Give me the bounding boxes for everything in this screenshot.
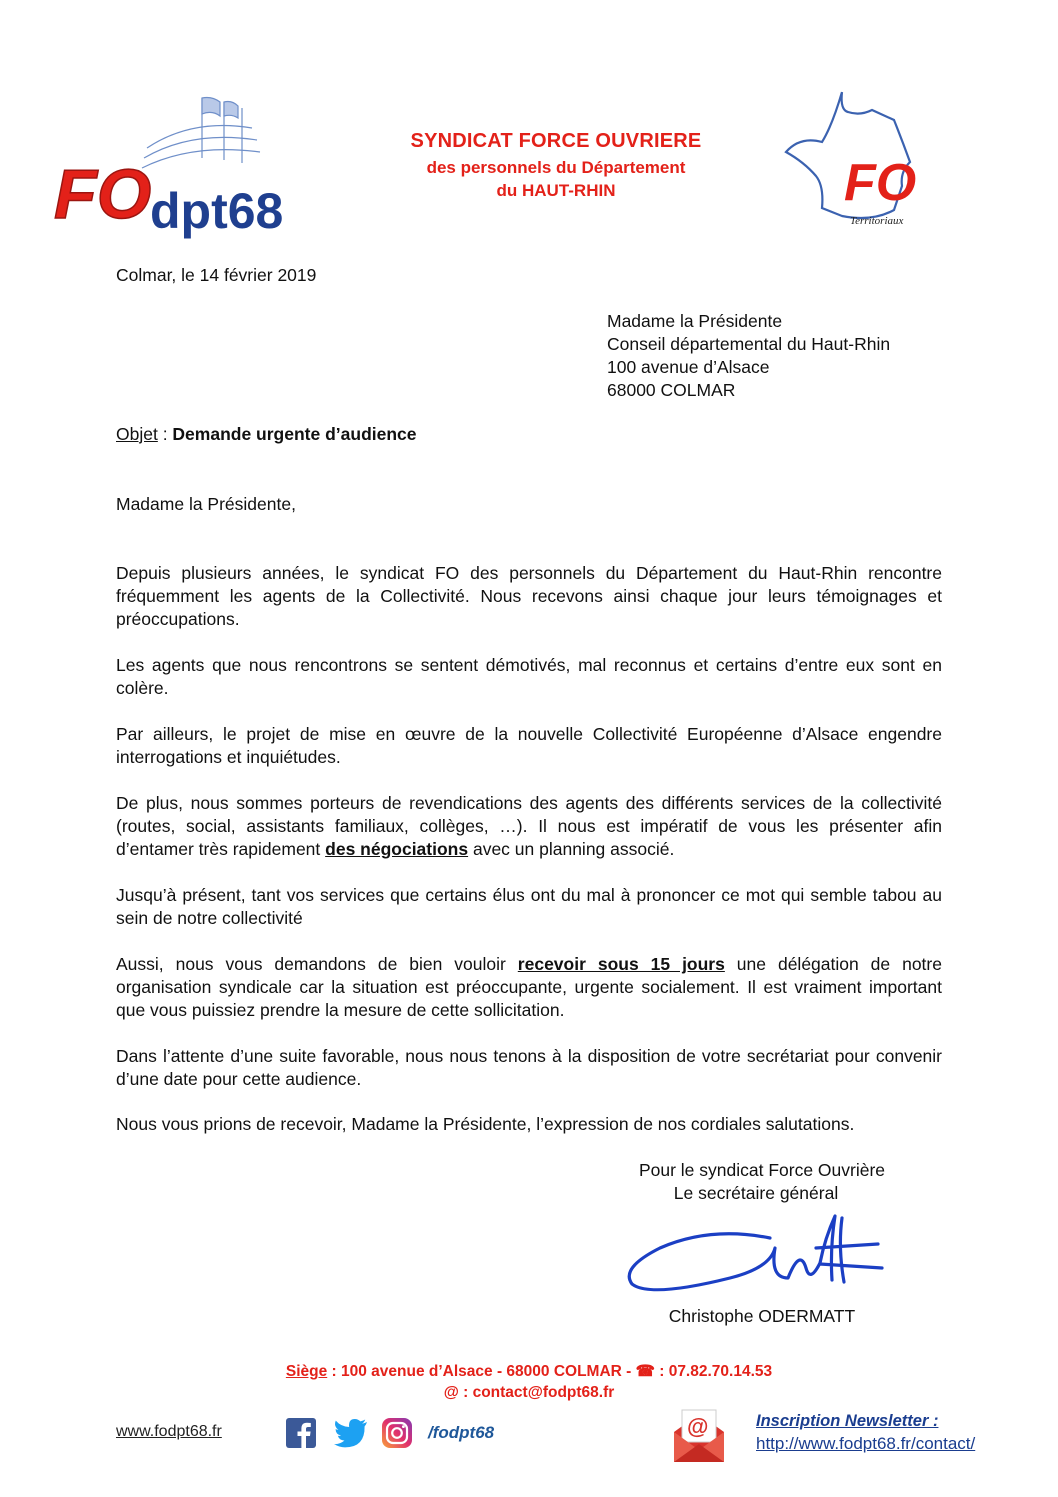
paragraph: Nous vous prions de recevoir, Madame la Présidente, l’expression de nos cordiales salutations. bbox=[116, 1114, 855, 1134]
footer-address bbox=[0, 1362, 1058, 1381]
paragraph bbox=[116, 953, 942, 1022]
paragraph-text: une délégation de notre organisation syndicale car la situation est préoccupante, urgente socialement. Il est vraiment important que vous puissiez prendre la mesure de cette sollicitation. bbox=[116, 954, 942, 1020]
handwritten-signature bbox=[620, 1208, 890, 1300]
paragraph: Les agents que nous rencontrons se sentent démotivés, mal reconnus et certains d’entre eux sont en colère. bbox=[116, 655, 942, 698]
svg-text:FO: FO bbox=[54, 155, 152, 233]
paragraph-text: De plus, nous sommes porteurs de revendications des agents des différents services de la collectivité (routes, social, assistants familiaux, collèges, …). Il nous est impératif de vous les présenter afin d’entamer très rapidement bbox=[116, 793, 942, 859]
paragraph: Dans l’attente d’une suite favorable, nous nous tenons à la disposition de votre secrétariat pour convenir d’une date pour cette audience. bbox=[116, 1046, 942, 1089]
salutation: Madame la Présidente, bbox=[116, 494, 296, 514]
recipient-line: 68000 COLMAR bbox=[607, 380, 736, 400]
twitter-icon[interactable] bbox=[334, 1418, 368, 1448]
paragraph-text: Aussi, nous vous demandons de bien vouloir bbox=[116, 954, 518, 974]
subject-separator: : bbox=[157, 424, 173, 444]
union-title: SYNDICAT FORCE OUVRIERE bbox=[410, 130, 702, 152]
newsletter-title: Inscription Newsletter : bbox=[756, 1412, 939, 1430]
newsletter-email-icon bbox=[668, 1406, 730, 1468]
paragraph-text: avec un planning associé. bbox=[468, 839, 675, 859]
paragraph: Par ailleurs, le projet de mise en œuvre de la nouvelle Collectivité Européenne d’Alsace engendre interrogations et inquiétudes. bbox=[116, 724, 942, 767]
signatory-role: Le secrétaire général bbox=[673, 1183, 839, 1203]
subject-label: Objet bbox=[116, 424, 158, 444]
signatory-name: Christophe ODERMATT bbox=[668, 1306, 856, 1326]
emphasis-deadline: recevoir sous 15 jours bbox=[517, 954, 725, 974]
recipient-line: Conseil départemental du Haut-Rhin bbox=[607, 334, 891, 354]
website-link[interactable]: www.fodpt68.fr bbox=[116, 1423, 222, 1440]
siege-label: Siège bbox=[285, 1363, 328, 1380]
recipient-line: 100 avenue d’Alsace bbox=[607, 357, 770, 377]
social-handle[interactable]: /fodpt68 bbox=[428, 1423, 495, 1442]
letter-subject bbox=[116, 424, 417, 445]
subject-text: Demande urgente d’audience bbox=[172, 424, 417, 444]
svg-text:dpt68: dpt68 bbox=[150, 183, 284, 239]
svg-text:FO: FO bbox=[844, 154, 917, 212]
svg-text:@: @ bbox=[687, 1414, 709, 1439]
fodpt68-logo bbox=[52, 88, 284, 240]
union-subtitle-2: du HAUT-RHIN bbox=[496, 181, 616, 200]
paragraph: Depuis plusieurs années, le syndicat FO des personnels du Département du Haut-Rhin rencontre fréquemment les agents de la Collectivité. Nous recevons ainsi chaque jour leurs témoignages et préoccupations. bbox=[116, 563, 942, 629]
footer-email[interactable]: @ : contact@fodpt68.fr bbox=[443, 1384, 615, 1401]
letter-date: Colmar, le 14 février 2019 bbox=[116, 265, 317, 285]
siege-text: : 100 avenue d’Alsace - 68000 COLMAR - ☎ : 07.82.70.14.53 bbox=[327, 1363, 773, 1380]
fo-territoriaux-logo bbox=[782, 90, 922, 230]
instagram-icon[interactable] bbox=[382, 1418, 412, 1448]
recipient-line: Madame la Présidente bbox=[607, 311, 783, 331]
signatory-org: Pour le syndicat Force Ouvrière bbox=[638, 1160, 886, 1180]
svg-text:Territoriaux: Territoriaux bbox=[850, 215, 904, 227]
facebook-icon[interactable] bbox=[286, 1418, 316, 1448]
union-subtitle-1: des personnels du Département bbox=[426, 158, 686, 177]
newsletter-link[interactable]: http://www.fodpt68.fr/contact/ bbox=[756, 1434, 976, 1453]
paragraph bbox=[116, 792, 942, 861]
emphasis-negotiations: des négociations bbox=[325, 839, 469, 859]
paragraph: Jusqu’à présent, tant vos services que certains élus ont du mal à prononcer ce mot qui semble tabou au sein de notre collectivité bbox=[116, 885, 942, 928]
